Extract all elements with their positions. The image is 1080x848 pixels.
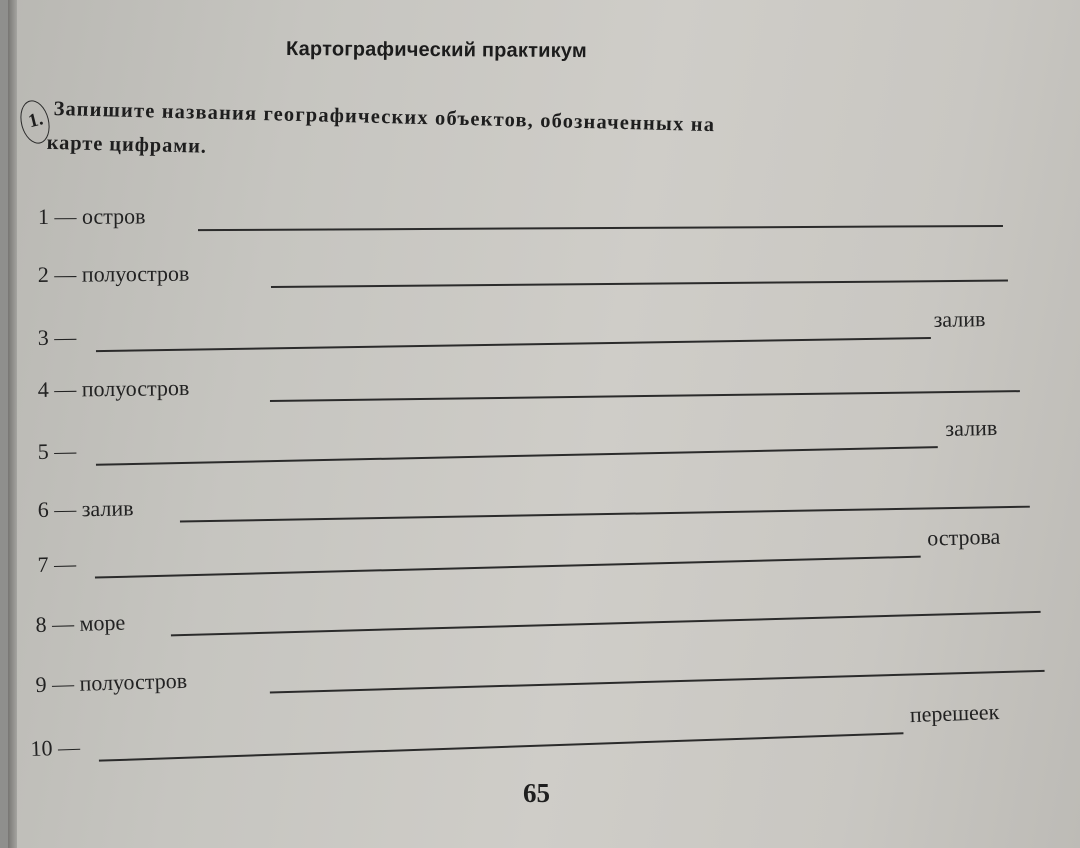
task-text-line-2: карте цифрами. [46, 131, 208, 158]
task-text-line-1: Запишите названия географических объектов, обозначенных на [53, 97, 716, 137]
workbook-page [8, 0, 1080, 848]
answer-line[interactable] [99, 733, 904, 762]
answer-line[interactable] [96, 447, 938, 466]
section-heading: Картографический практикум [285, 38, 587, 63]
answer-suffix: залив [945, 414, 998, 441]
answer-row-5 [37, 406, 1038, 467]
answer-line[interactable] [171, 611, 1041, 636]
answer-line[interactable] [95, 556, 921, 578]
answer-prefix: 9 — полуостров [35, 667, 188, 698]
answer-row-1 [38, 187, 1008, 232]
answer-prefix: 7 — [37, 551, 77, 578]
answer-prefix: 8 — море [35, 609, 126, 638]
page-edge [8, 0, 17, 848]
answer-suffix: перешеек [909, 699, 1000, 728]
answer-prefix: 4 — полуостров [37, 375, 190, 403]
answer-line[interactable] [96, 337, 931, 352]
answer-line[interactable] [271, 280, 1008, 288]
answer-prefix: 5 — [37, 438, 77, 465]
answer-suffix: острова [926, 523, 1001, 551]
answer-line[interactable] [270, 670, 1045, 693]
answer-prefix: 10 — [30, 734, 81, 762]
answer-row-4 [37, 352, 1022, 405]
answer-row-8 [35, 573, 1046, 640]
answer-prefix: 1 — остров [37, 203, 146, 230]
answer-line[interactable] [198, 225, 1003, 231]
task-number: 1. [26, 108, 46, 133]
answer-prefix: 3 — [37, 324, 77, 351]
answer-row-9 [35, 632, 1051, 700]
answer-suffix: залив [933, 306, 986, 332]
task-instruction [46, 92, 1003, 183]
answer-row-2 [38, 241, 1013, 290]
answer-prefix: 6 — залив [37, 495, 134, 523]
answer-row-3 [37, 297, 1028, 353]
answer-row-6 [37, 468, 1033, 525]
answer-row-7 [37, 515, 1043, 580]
answer-prefix: 2 — полуостров [37, 260, 190, 288]
answer-row-10 [30, 689, 1056, 764]
page-number: 65 [523, 778, 550, 808]
answer-line[interactable] [270, 391, 1020, 402]
